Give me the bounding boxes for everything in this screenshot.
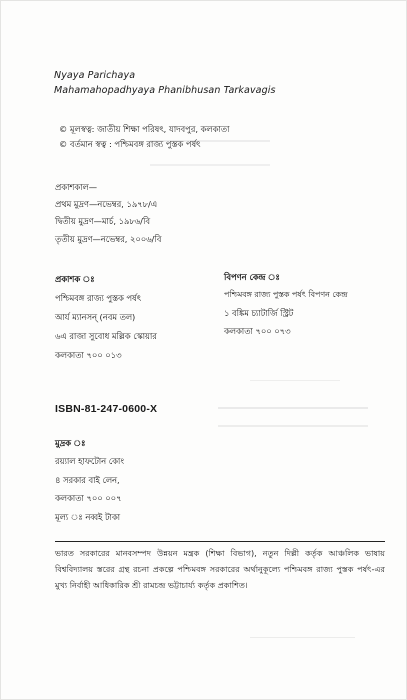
publisher-city: কলকাতা ৭০০ ০১৩ xyxy=(55,350,122,360)
publisher-street: ৬এ রাজা সুবোধ মল্লিক স্কোয়ার xyxy=(55,331,157,341)
copyright-current: © বর্তমান স্বত্ব : পশ্চিমবঙ্গ রাজ্য পুস্তক পর্ষৎ xyxy=(59,139,201,149)
price: মূল্য ঃ নব্বই টাকা xyxy=(55,512,121,522)
copyright-original: © মূলস্বত্ব: জাতীয় শিক্ষা পরিষৎ, যাদবপুর, কলকাতা xyxy=(59,124,230,134)
printer-city: কলকাতা ৭০০ ০০৭ xyxy=(55,493,122,503)
book-title: Nyaya Parichaya xyxy=(54,70,136,81)
funding-note-text: ভারত সরকারের মানবসম্পদ উন্নয়ন মন্ত্রক (শিক্ষা বিভাগ), নতুন দিল্লী কর্তৃক আঞ্চলিক ভাষায় বিশ্ববিদ্যালয় স্তরের গ্রন্থ রচনা প্রকল্পে পশ্চিমবঙ্গ সরকারের অর্থানুকূল্যে পশ্চিমবঙ্গ রাজ্য পুস্তক পর্ষৎ-এর মুখ্য নির্বাহী আধিকারিক শ্রী রামচন্দ্র ভট্টাচার্য্য কর্তৃক প্রকাশিত। xyxy=(55,548,385,590)
edition-first: প্রথম মুদ্রণ—নভেম্বর, ১৯৭৮/এ xyxy=(55,199,158,209)
printer-heading: মুদ্রক ঃ xyxy=(55,438,86,448)
sales-centre-street: ১ বঙ্কিম চ্যাটার্জি স্ট্রিট xyxy=(224,308,294,318)
publisher-heading: প্রকাশক ঃ xyxy=(55,274,95,284)
printer-name: রয়্যাল হাফটোন কোং xyxy=(55,456,124,466)
publication-heading: প্রকাশকাল— xyxy=(55,182,98,192)
edition-second: দ্বিতীয় মুদ্রণ—মার্চ, ১৯৮৬/বি xyxy=(55,216,150,226)
sales-centre-name: পশ্চিমবঙ্গ রাজ্য পুস্তক পর্ষৎ বিপণন কেন্দ্র xyxy=(224,290,348,299)
book-author: Mahamahopadhyaya Phanibhusan Tarkavagis xyxy=(54,85,276,96)
isbn: ISBN-81-247-0600-X xyxy=(55,403,158,415)
bleed-through-mark-small xyxy=(250,380,340,386)
funding-note xyxy=(55,541,385,593)
printer-street: ৪ সরকার বাই লেন, xyxy=(55,475,120,485)
sales-centre-heading: বিপণন কেন্দ্র ঃ xyxy=(224,272,280,282)
bleed-through-mark-bottom xyxy=(250,637,355,644)
publisher-building: আর্য ম্যানসন্ (নবম তল) xyxy=(55,312,136,322)
publisher-name: পশ্চিমবঙ্গ রাজ্য পুস্তক পর্ষৎ xyxy=(55,293,142,303)
sales-centre-city: কলকাতা ৭০০ ০৭৩ xyxy=(224,326,291,336)
edition-third: তৃতীয় মুদ্রণ—নভেম্বর, ২০০৬/বি xyxy=(55,234,162,244)
bleed-through-mark-middle xyxy=(218,407,368,427)
